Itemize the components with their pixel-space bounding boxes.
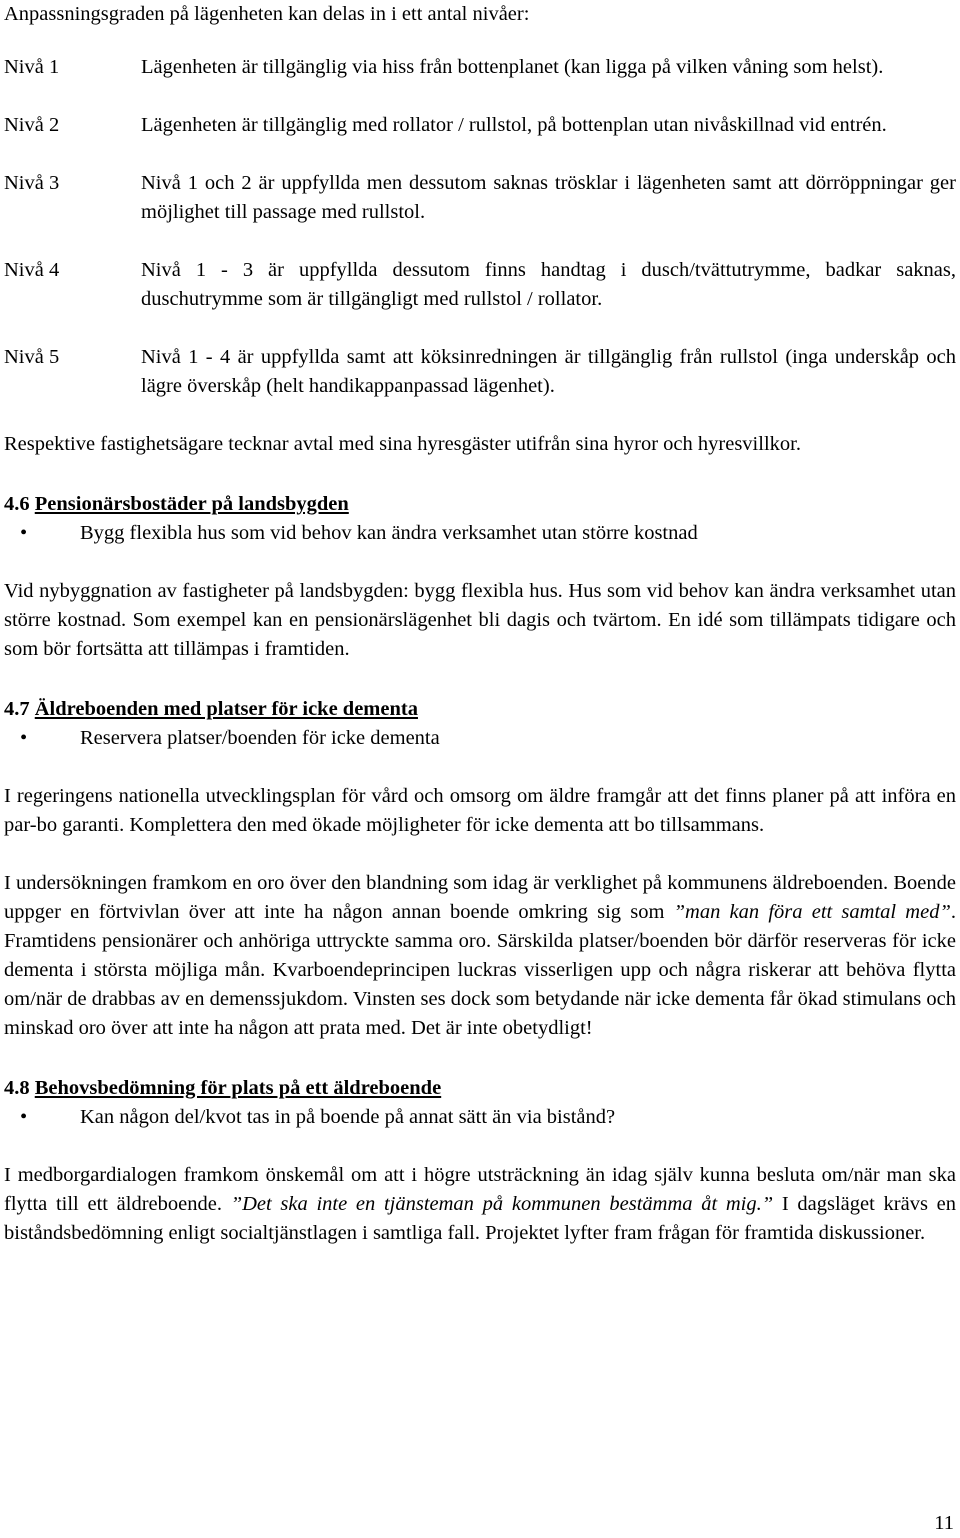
bullet-item [4, 1103, 956, 1132]
level-label: Nivå 4 [4, 259, 60, 281]
level-text: Nivå 1 - 4 är uppfyllda samt att köksinredningen är tillgänglig från rullstol (inga underskåp och lägre överskåp (helt handikappanpassad lägenhet). [141, 346, 956, 397]
section-body [4, 1161, 956, 1248]
intro-text: Anpassningsgraden på lägenheten kan delas in i ett antal nivåer: [4, 3, 530, 25]
section-4-6 [4, 490, 956, 664]
bullet-icon: • [20, 522, 28, 544]
section-heading [4, 1074, 956, 1103]
bullet-icon: • [20, 727, 28, 749]
level-row [4, 111, 956, 140]
levels-list [4, 53, 956, 401]
section-number: 4.7 [4, 698, 30, 720]
level-text: Lägenheten är tillgänglig via hiss från bottenplanet (kan ligga på vilken våning som helst). [141, 56, 884, 78]
bullet-text: Bygg flexibla hus som vid behov kan ändra verksamhet utan större kostnad [80, 522, 698, 544]
level-row [4, 169, 956, 227]
level-text: Lägenheten är tillgänglig med rollator / rullstol, på bottenplan utan nivåskillnad vid entrén. [141, 114, 887, 136]
level-label: Nivå 5 [4, 346, 60, 368]
section-title: Äldreboenden med platser för icke dementa [34, 698, 418, 720]
level-text: Nivå 1 - 3 är uppfyllda dessutom finns handtag i dusch/tvättutrymme, badkar saknas, duschutrymme som är tillgängligt med rullstol / rollator. [141, 259, 956, 310]
section-body: Vid nybyggnation av fastigheter på landsbygden: bygg flexibla hus. Hus som vid behov kan ändra verksamhet utan större kostnad. Som exempel kan en pensionärslägenhet bli dagis och tvärtom. En idé som tillämpats tidigare och som bör fortsätta att tillämpas i framtiden. [4, 580, 956, 660]
level-label: Nivå 2 [4, 114, 60, 136]
section-title: Pensionärsbostäder på landsbygden [34, 493, 349, 515]
section-4-8 [4, 1074, 956, 1248]
quote-text: ”man kan föra ett samtal med” [673, 901, 951, 923]
level-row [4, 53, 956, 82]
bullet-icon: • [20, 1106, 28, 1128]
section-number: 4.8 [4, 1077, 30, 1099]
level-text: Nivå 1 och 2 är uppfyllda men dessutom saknas trösklar i lägenheten samt att dörröppningar ger möjlighet till passage med rullstol. [141, 172, 956, 223]
section-heading [4, 490, 956, 519]
section-body: I regeringens nationella utvecklingsplan för vård och omsorg om äldre framgår att det finns planer på att införa en par-bo garanti. Komplettera den med ökade möjligheter för icke dementa att bo tillsammans. [4, 785, 956, 836]
section-heading [4, 695, 956, 724]
section-title: Behovsbedömning för plats på ett äldreboende [34, 1077, 442, 1099]
bullet-item [4, 519, 956, 548]
level-label: Nivå 1 [4, 56, 60, 78]
body-text: I medborgardialogen framkom önskemål om att i högre utsträckning än idag själv kunna besluta om/när man ska flytta till ett äldreboende. [4, 1164, 956, 1215]
bullet-text: Reservera platser/boenden för icke dementa [80, 727, 440, 749]
section-body [4, 869, 956, 1043]
quote-text: ”Det ska inte en tjänsteman på kommunen bestämma åt mig.” [230, 1193, 774, 1215]
body-text: . Framtidens pensionärer och anhöriga uttryckte samma oro. Särskilda platser/boenden bör därför reserveras för icke dementa i största möjliga mån. Kvarboendeprincipen luckras visserligen upp och några riskerar att behöva flytta om/när de drabbas av en demenssjukdom. Vinsten ses dock som betydande när icke dementa får ökad stimulans och minskad oro över att inte ha någon att prata med. Det är inte obetydligt! [4, 901, 956, 1039]
body-text: I dagsläget krävs en biståndsbedömning enligt socialtjänstlagen i samtliga fall. Projektet lyfter fram frågan för framtida diskussioner. [4, 1193, 957, 1244]
level-row [4, 256, 956, 314]
body-text: I undersökningen framkom en oro över den blandning som idag är verklighet på kommunens äldreboenden. Boende uppger en förtvivlan över att inte ha någon annan boende omkring sig som [4, 872, 956, 923]
page-number: 11 [934, 1512, 954, 1534]
level-label: Nivå 3 [4, 172, 60, 194]
section-4-7 [4, 695, 956, 1043]
section-number: 4.6 [4, 493, 30, 515]
respektive-paragraph: Respektive fastighetsägare tecknar avtal med sina hyresgäster utifrån sina hyror och hyresvillkor. [4, 433, 801, 455]
bullet-text: Kan någon del/kvot tas in på boende på annat sätt än via bistånd? [80, 1106, 616, 1128]
bullet-item [4, 724, 956, 753]
document-page [4, 0, 956, 1248]
level-row [4, 343, 956, 401]
